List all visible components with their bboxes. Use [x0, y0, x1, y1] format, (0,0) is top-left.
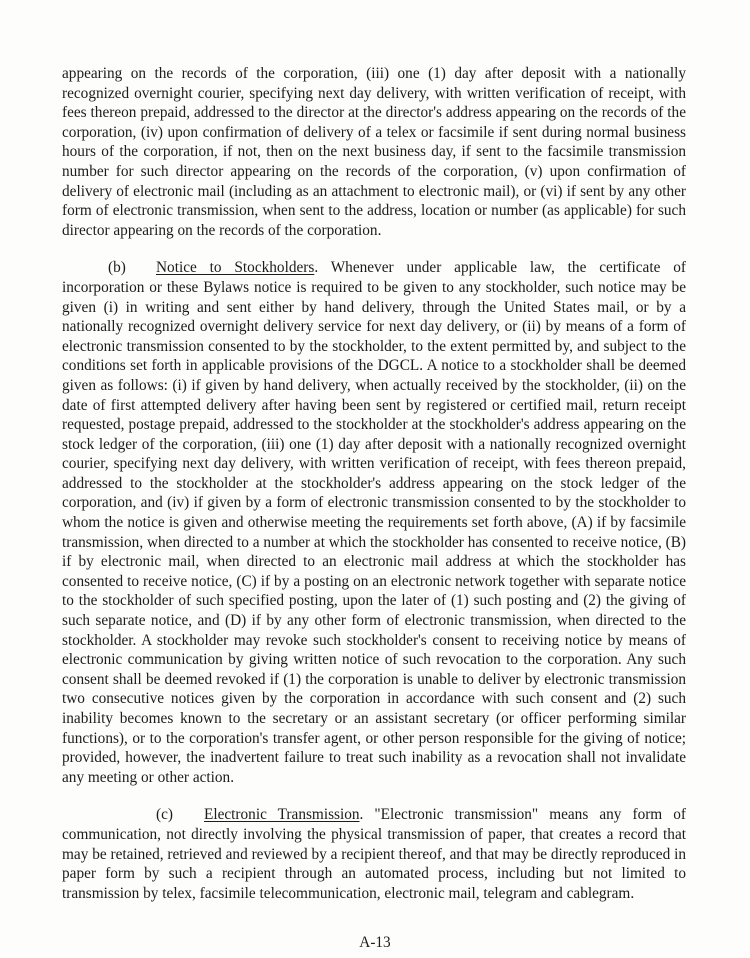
document-page	[62, 64, 686, 903]
paragraph-continuation: appearing on the records of the corporation, (iii) one (1) day after deposit with a nationally recognized overnight courier, specifying next day delivery, with written verification of receipt, with fees thereon prepaid, addressed to the director at the director's address appearing on the records of the corporation, (iv) upon confirmation of delivery of a telex or facsimile if sent during normal business hours of the corporation, if not, then on the next business day, if sent to the facsimile transmission number for such director appearing on the records of the corporation, (v) upon confirmation of delivery of electronic mail (including as an attachment to electronic mail), or (vi) if sent by any other form of electronic transmission, when sent to the address, location or number (as applicable) for such director appearing on the records of the corporation.	[62, 65, 686, 239]
section-b-label: (b)	[108, 259, 126, 277]
section-c-label: (c)	[156, 806, 173, 824]
section-b-heading: Notice to Stockholders	[156, 259, 315, 277]
section-c-body: . "Electronic transmission" means any form of communication, not directly involving the physical transmission of paper, that creates a record that may be retained, retrieved and reviewed by a recipient thereof, and that may be directly reproduced in paper form by such a recipient through an automated process, including but not limited to transmission by telex, facsimile telecommunication, electronic mail, telegram and cablegram.	[62, 806, 687, 902]
section-b-body: . Whenever under applicable law, the certificate of incorporation or these Bylaws notice is required to be given to any stockholder, such notice may be given (i) in writing and sent either by hand delivery, through the United States mail, or by a nationally recognized overnight delivery service for next day delivery, or (ii) by means of a form of electronic transmission consented to by the stockholder, to the extent permitted by, and subject to the conditions set forth in applicable provisions of the DGCL. A notice to a stockholder shall be deemed given as follows: (i) if given by hand delivery, when actually received by the stockholder, (ii) on the date of first attempted delivery after having been sent by registered or certified mail, return receipt requested, postage prepaid, addressed to the stockholder at the stockholder's address appearing on the stock ledger of the corporation, (iii) one (1) day after deposit with a nationally recognized overnight courier, specifying next day delivery, with written verification of receipt, with fees thereon prepaid, addressed to the stockholder at the stockholder's address appearing on the stock ledger of the corporation, and (iv) if given by a form of electronic transmission consented to by the stockholder to whom the notice is given and otherwise meeting the requirements set forth above, (A) if by facsimile transmission, when directed to a number at which the stockholder has consented to receive notice, (B) if by electronic mail, when directed to an electronic mail address at which the stockholder has consented to receive notice, (C) if by a posting on an electronic network together with separate notice to the stockholder of such specified posting, upon the later of (1) such posting and (2) the giving of such separate notice, and (D) if by any other form of electronic transmission, when directed to the stockholder. A stockholder may revoke such stockholder's consent to receiving notice by means of electronic communication by giving written notice of such revocation to the corporation. Any such consent shall be deemed revoked if (1) the corporation is unable to deliver by electronic transmission two consecutive notices given by the corporation in accordance with such consent and (2) such inability becomes known to the secretary or an assistant secretary (or officer performing similar functions), or to the corporation's transfer agent, or other person responsible for the giving of notice; provided, however, the inadvertent failure to treat such inability as a revocation shall not invalidate any meeting or other action.	[62, 259, 687, 786]
page-number: A-13	[359, 934, 391, 951]
section-c-paragraph	[62, 805, 686, 903]
section-c-heading: Electronic Transmission	[204, 806, 360, 824]
section-b-paragraph	[62, 258, 686, 787]
